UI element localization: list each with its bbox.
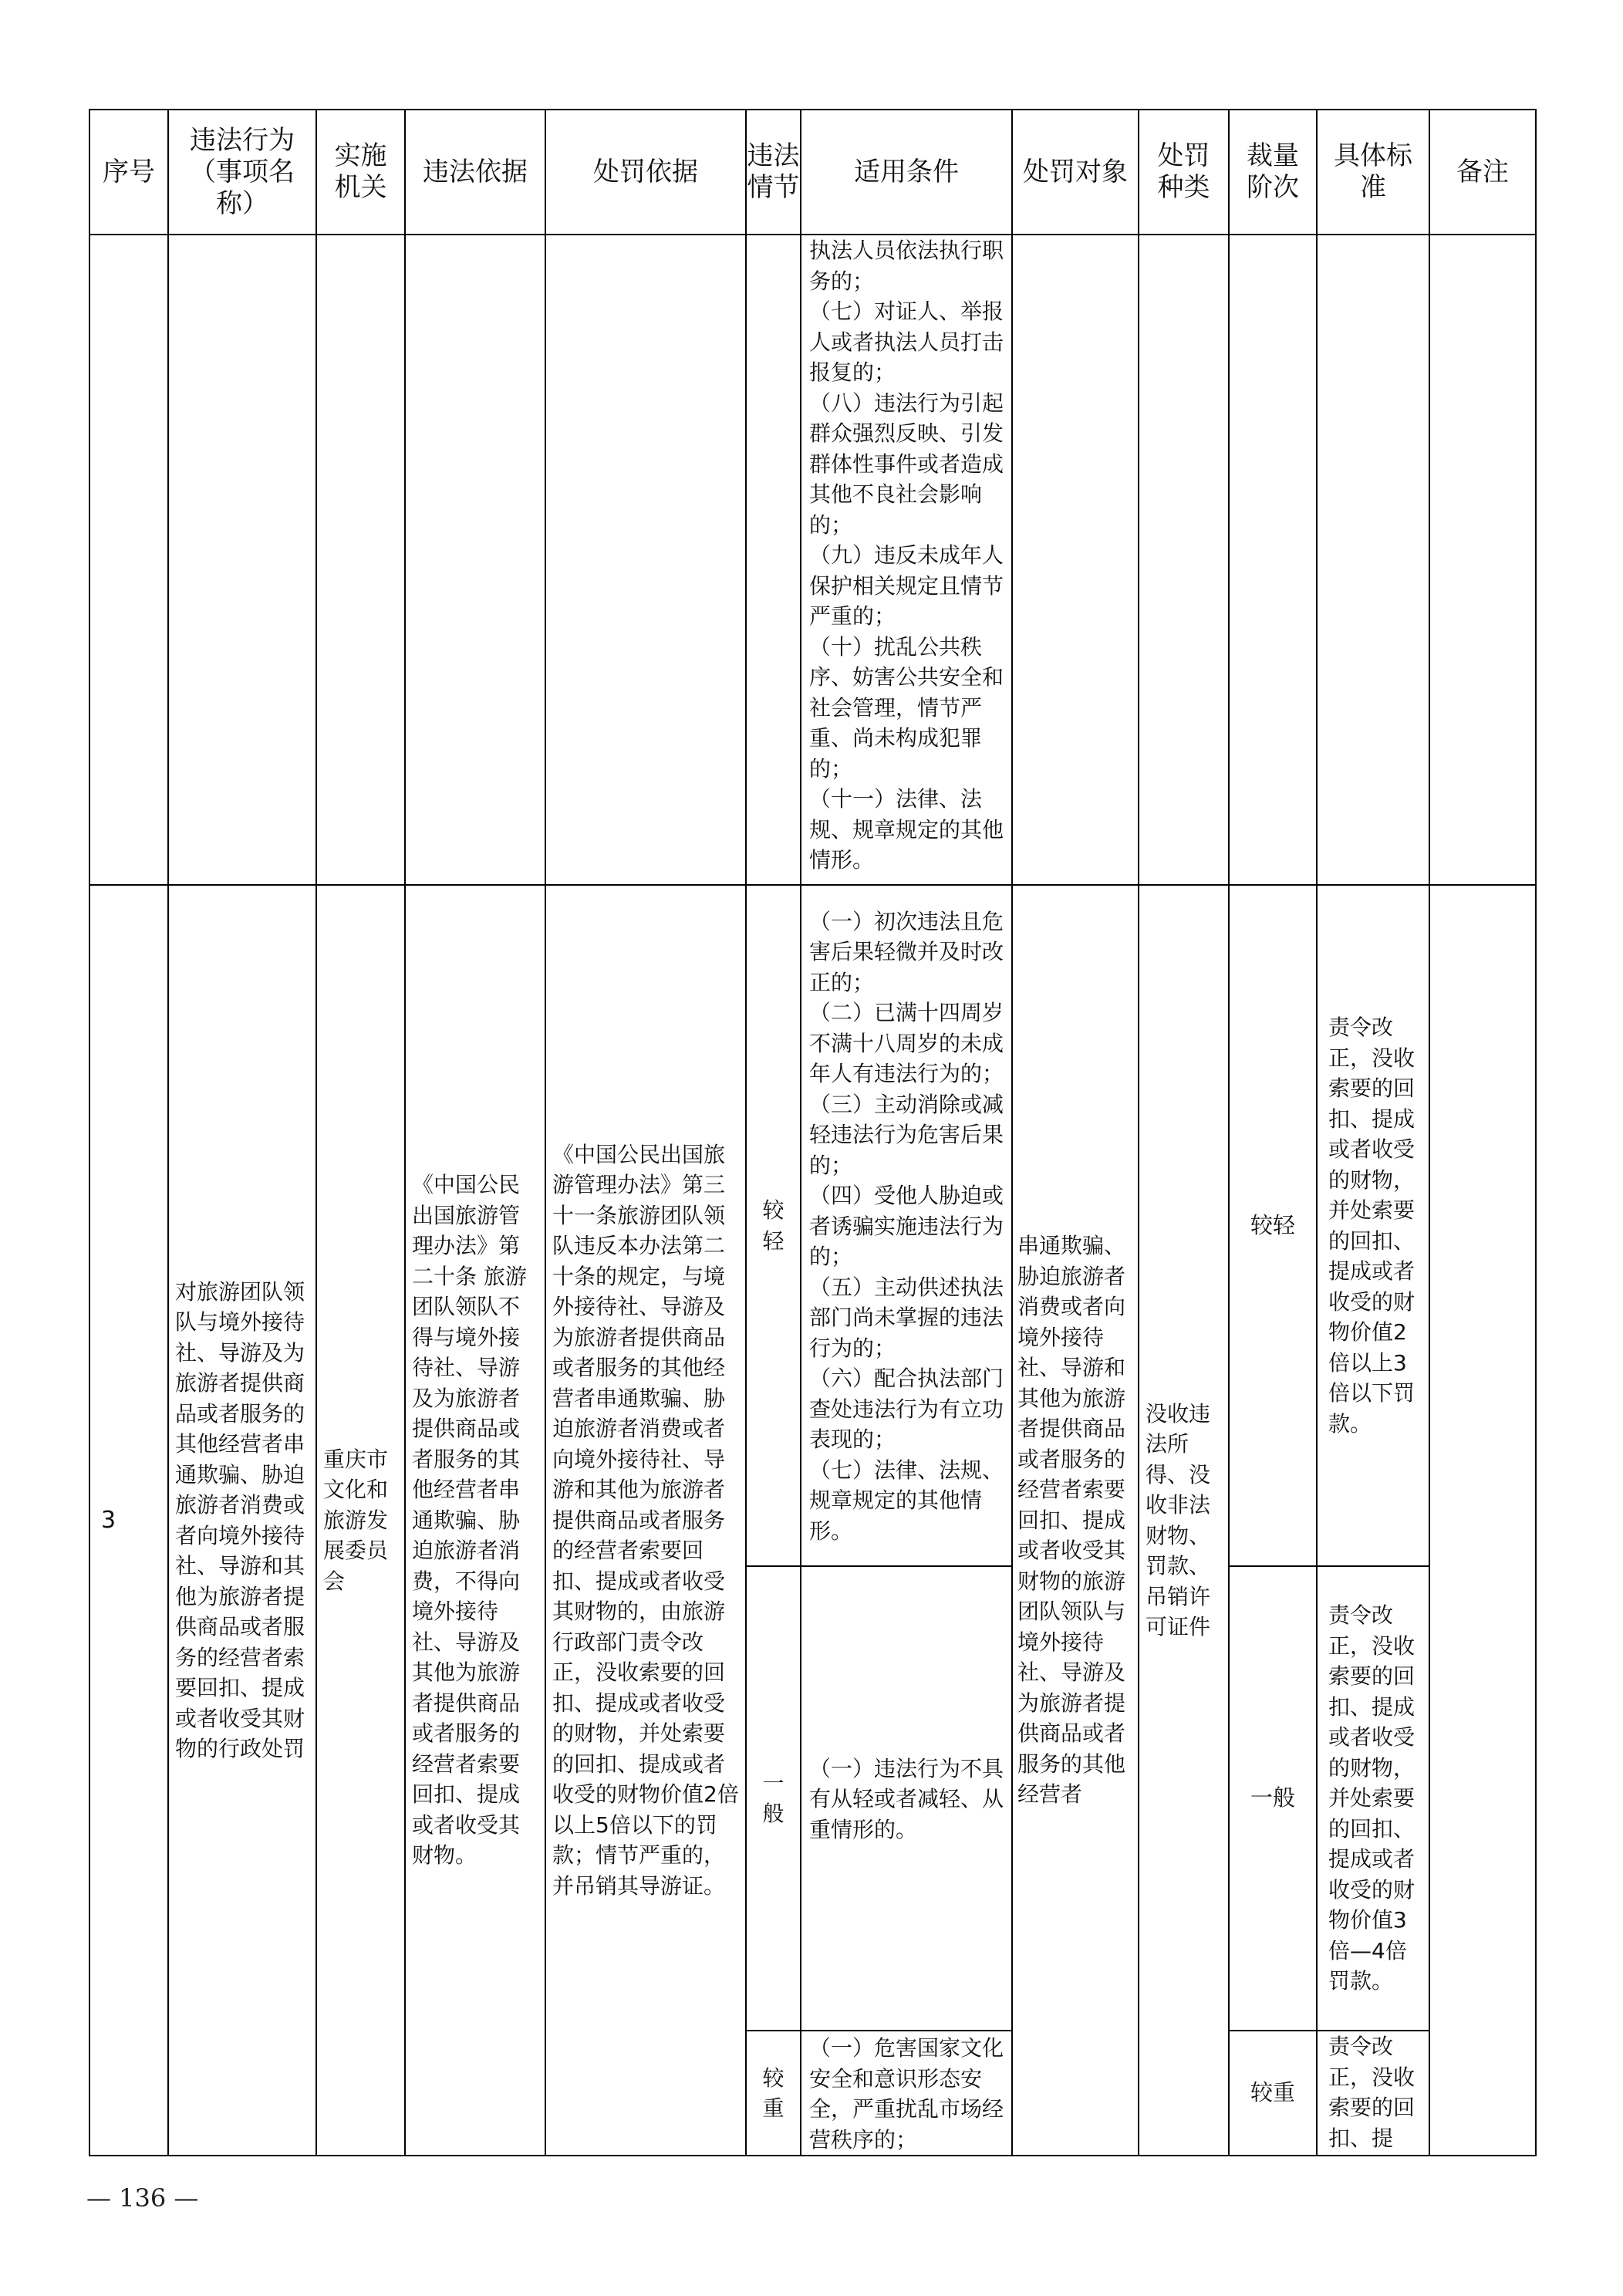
- legal-basis: 《中国公民出国旅游管理办法》第二十条 旅游团队领队不得与境外接待社、导游及为旅游者提供商品或者服务的其他经营者串通欺骗、胁迫旅游者消费，不得向境外接待社、导游及其他为旅游者提供商品或者服务的经营者索要回扣、提成或者收受其财物。: [405, 885, 545, 2156]
- empty-cell: [1012, 235, 1139, 885]
- empty-cell: [168, 235, 316, 885]
- continuation-conditions: 执法人员依法执行职务的； （七）对证人、举报人或者执法人员打击报复的； （八）违法行为引起群众强烈反映、引发群体性事件或者造成其他不良社会影响的； （九）违反未成年人保护相关规定且情节严重的； （十）扰乱公共秩序、妨害公共安全和社会管理，情节严重、尚未构成犯罪的； （十一）法律、法规、规章规定的其他情形。: [801, 235, 1012, 885]
- header-target: 处罚对象: [1012, 110, 1139, 235]
- conditions-serious: （一）危害国家文化安全和意识形态安全，严重扰乱市场经营秩序的；: [801, 2031, 1012, 2156]
- header-agency: 实施机关: [316, 110, 405, 235]
- empty-cell: [1229, 235, 1317, 885]
- grade-serious: 较重: [1229, 2031, 1317, 2156]
- grade-general: 一般: [1229, 1566, 1317, 2031]
- header-standard: 具体标准: [1317, 110, 1429, 235]
- circumstance-general: 一般: [746, 1566, 801, 2031]
- empty-cell: [316, 235, 405, 885]
- header-penalty-basis: 处罚依据: [545, 110, 746, 235]
- header-circumstance: 违法情节: [746, 110, 801, 235]
- header-legal-basis: 违法依据: [405, 110, 545, 235]
- item-row-minor: [89, 885, 1536, 1566]
- empty-cell: [405, 235, 545, 885]
- empty-cell: [746, 235, 801, 885]
- page-number: — 136 —: [86, 2183, 199, 2213]
- penalty-target: 串通欺骗、胁迫旅游者消费或者向境外接待社、导游和其他为旅游者提供商品或者服务的经营者索要回扣、提成或者收受其财物的旅游团队领队与境外接待社、导游及为旅游者提供商品或者服务的其他经营者: [1012, 885, 1139, 2156]
- item-number: 3: [89, 885, 168, 2156]
- header-row: [89, 110, 1536, 235]
- header-number: 序号: [89, 110, 168, 235]
- violation-name: 对旅游团队领队与境外接待社、导游及为旅游者提供商品或者服务的其他经营者串通欺骗、胁迫旅游者消费或者向境外接待社、导游和其他为旅游者提供商品或者服务的经营者索要回扣、提成或者收受其财物的行政处罚: [168, 885, 316, 2156]
- empty-cell: [1317, 235, 1429, 885]
- enforcement-agency: 重庆市文化和旅游发展委员会: [316, 885, 405, 2156]
- header-remarks: 备注: [1429, 110, 1536, 235]
- header-penalty-type: 处罚种类: [1139, 110, 1229, 235]
- standard-general: 责令改正，没收索要的回扣、提成或者收受的财物，并处索要的回扣、提成或者收受的财物价值3倍—4倍罚款。: [1317, 1566, 1429, 2031]
- empty-cell: [1429, 235, 1536, 885]
- standard-minor: 责令改正，没收索要的回扣、提成或者收受的财物，并处索要的回扣、提成或者收受的财物价值2倍以上3倍以下罚款。: [1317, 885, 1429, 1566]
- conditions-general: （一）违法行为不具有从轻或者减轻、从重情形的。: [801, 1566, 1012, 2031]
- header-conditions: 适用条件: [801, 110, 1012, 235]
- header-grade: 裁量阶次: [1229, 110, 1317, 235]
- empty-cell: [1139, 235, 1229, 885]
- standard-serious: 责令改正，没收索要的回扣、提: [1317, 2031, 1429, 2156]
- empty-cell: [89, 235, 168, 885]
- penalty-basis: 《中国公民出国旅游管理办法》第三十一条旅游团队领队违反本办法第二十条的规定，与境外接待社、导游及为旅游者提供商品或者服务的其他经营者串通欺骗、胁迫旅游者消费或者向境外接待社、导游和其他为旅游者提供商品或者服务的经营者索要回扣、提成或者收受其财物的，由旅游行政部门责令改正，没收索要的回扣、提成或者收受的财物，并处索要的回扣、提成或者收受的财物价值2倍以上5倍以下的罚款；情节严重的，并吊销其导游证。: [545, 885, 746, 2156]
- penalty-type: 没收违法所得、没收非法财物、罚款、吊销许可证件: [1139, 885, 1229, 2156]
- circumstance-serious: 较重: [746, 2031, 801, 2156]
- empty-cell: [545, 235, 746, 885]
- header-violation: 违法行为（事项名称）: [168, 110, 316, 235]
- circumstance-minor: 较轻: [746, 885, 801, 1566]
- remarks: [1429, 885, 1536, 2156]
- grade-minor: 较轻: [1229, 885, 1317, 1566]
- continuation-row: [89, 235, 1536, 885]
- penalty-standards-table: [89, 109, 1537, 2156]
- conditions-minor: （一）初次违法且危害后果轻微并及时改正的； （二）已满十四周岁不满十八周岁的未成年人有违法行为的； （三）主动消除或减轻违法行为危害后果的； （四）受他人胁迫或者诱骗实施违法行为的； （五）主动供述执法部门尚未掌握的违法行为的； （六）配合执法部门查处违法行为有立功表现的； （七）法律、法规、规章规定的其他情形。: [801, 885, 1012, 1566]
